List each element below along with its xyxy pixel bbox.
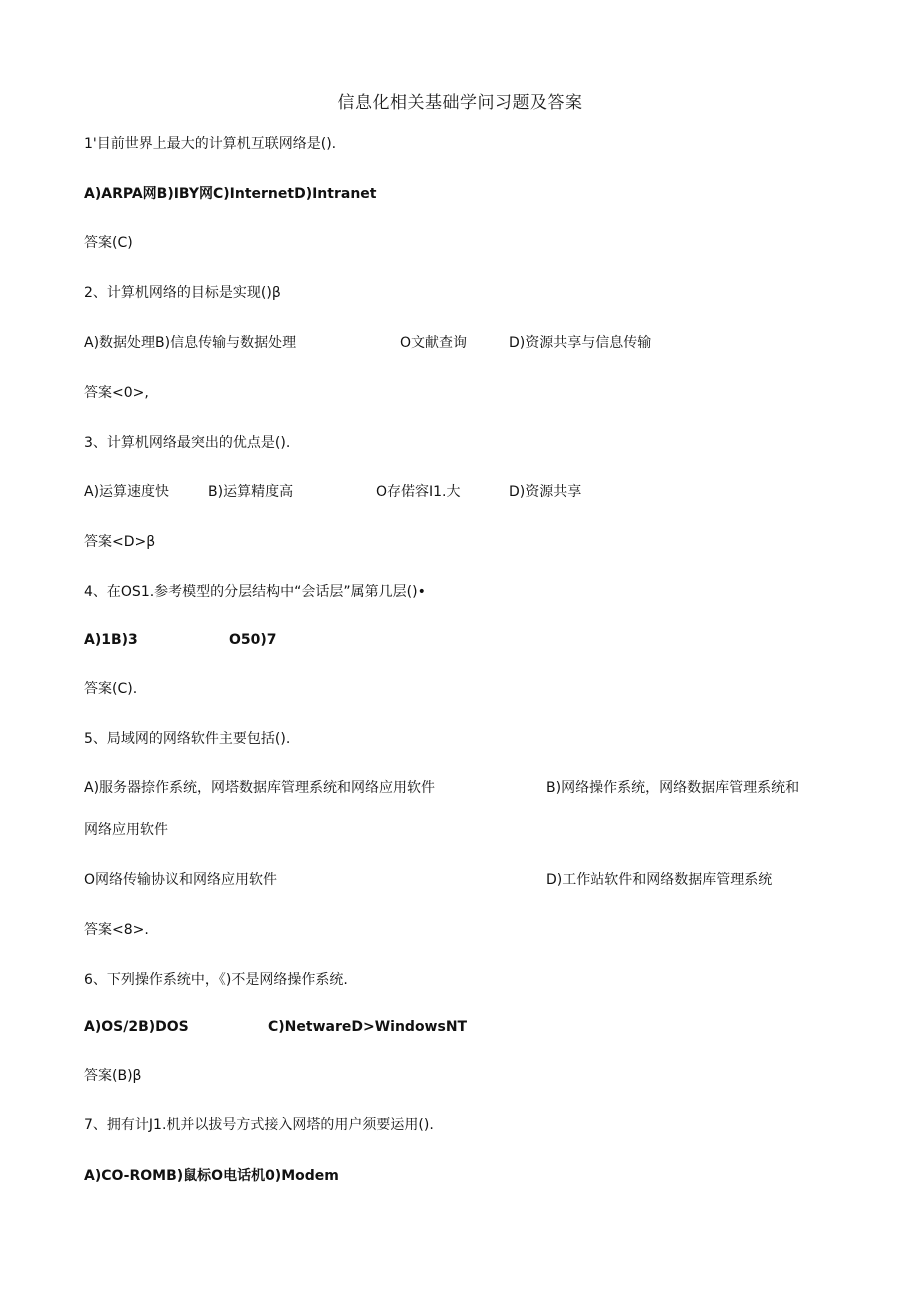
question-6: 6、下列操作系统中，《)不是网络操作系统. (84, 972, 348, 988)
question-3-option-a: A)运算速度快 (84, 484, 170, 500)
question-5-option-d: D)工作站软件和网络数据库管理系统 (546, 872, 773, 888)
question-4-option-cd: O50)7 (229, 632, 277, 648)
question-2-option-c: O文献查询 (400, 335, 468, 351)
question-6-answer: 答案(B)β (84, 1068, 142, 1084)
question-7-options: A)CO-ROMB)鼠标O电话机0)Modem (84, 1168, 339, 1184)
page-title: 信息化相关基础学问习题及答案 (337, 93, 583, 113)
question-6-option-cd: C)NetwareD>WindowsNT (268, 1019, 468, 1035)
question-3: 3、计算机网络最突出的优点是(). (84, 435, 291, 451)
question-5-answer: 答案<8>. (84, 922, 149, 938)
question-5-option-c: O网络传输协议和网络应用软件 (84, 872, 278, 888)
question-5: 5、局域网的网络软件主要包括(). (84, 731, 291, 747)
question-2-option-d: D)资源共享与信息传输 (509, 335, 652, 351)
question-5-option-b-continued: 网络应用软件 (84, 822, 168, 838)
question-3-option-c: O存偌容I1.大 (376, 484, 461, 500)
question-5-option-a: A)服务器捺作系统，网塔数据库管理系统和网络应用软件 (84, 780, 436, 796)
question-5-option-b: B)网络操作系统，网络数据库管理系统和 (546, 780, 800, 796)
question-2: 2、计算机网络的目标是实现()β (84, 285, 281, 301)
question-4: 4、在OS1.参考模型的分层结构中“会话层”属第几层()• (84, 584, 426, 600)
question-7: 7、拥有计J1.机并以拔号方式接入网塔的用户须要运用(). (84, 1117, 434, 1133)
question-3-option-d: D)资源共享 (509, 484, 582, 500)
question-2-option-ab: A)数据处理B)信息传输与数据处理 (84, 335, 297, 351)
question-3-answer: 答案<D>β (84, 534, 156, 550)
question-4-answer: 答案(C). (84, 681, 138, 697)
question-6-option-ab: A)OS/2B)DOS (84, 1019, 189, 1035)
question-1: 1'目前世界上最大的计算机互联网络是(). (84, 136, 337, 152)
question-1-options: A)ARPA网B)IBY网C)InternetD)Intranet (84, 186, 377, 202)
question-1-answer: 答案(C) (84, 235, 133, 251)
question-4-option-ab: A)1B)3 (84, 632, 138, 648)
question-2-answer: 答案<0>, (84, 385, 149, 401)
question-3-option-b: B)运算精度高 (208, 484, 294, 500)
